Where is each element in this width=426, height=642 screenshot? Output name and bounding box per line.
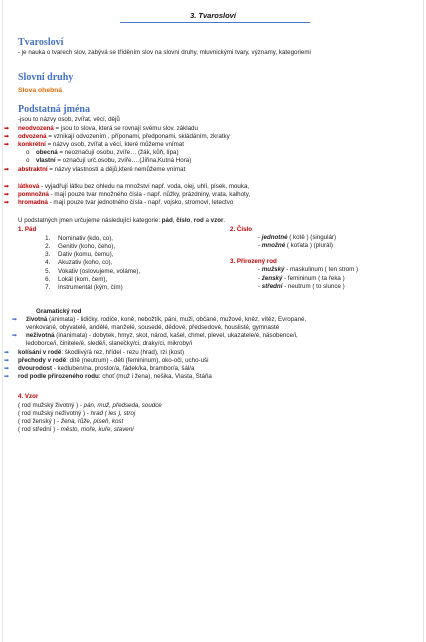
- arrow-right-icon: ➡: [4, 166, 10, 173]
- list-item: [230, 234, 410, 242]
- term-text: - neutrum ( to slunce ): [282, 282, 345, 290]
- separator: a: [203, 217, 211, 225]
- term: neodvozená: [18, 124, 54, 132]
- kategorie-intro-text: U podstatných jmen určujeme následující kategorie:: [18, 217, 162, 225]
- pad-column: [18, 226, 228, 293]
- term-text: : dítě (neutrum) - děti (femininum), oko-oči, ucho-uši: [66, 356, 209, 364]
- case-item: 5. Vokativ (oslovujeme, voláme),: [52, 268, 228, 276]
- case-item: 6. Lokál (kom, čem),: [52, 276, 228, 284]
- vzor-words: město, moře, kuře, stavení: [60, 426, 134, 434]
- vzor-heading: 4. Vzor: [18, 393, 39, 401]
- list-item: [4, 373, 413, 381]
- arrow-right-icon: ➡: [4, 357, 10, 364]
- subheading-slova-ohebna: Slova ohebná: [18, 87, 63, 95]
- term: jednotné: [261, 233, 288, 241]
- separator: .: [223, 217, 226, 225]
- vzor-line: [18, 402, 413, 410]
- vzor-line: [18, 410, 413, 418]
- arrow-right-icon: ➡: [12, 333, 18, 340]
- rod-heading: 3. Přirozený rod: [230, 258, 277, 266]
- vzor-rod: ( rod mužský životný ) -: [18, 401, 84, 409]
- term: abstraktní: [18, 165, 48, 173]
- kategorie-pad: pád: [161, 217, 173, 225]
- page-border-right: [423, 0, 424, 642]
- term: kolísání v rodě: [18, 348, 62, 356]
- term: střední: [261, 282, 283, 290]
- list-item: [18, 157, 413, 165]
- term: rod podle přirozeného rodu: [18, 373, 99, 381]
- circle-bullet-icon: o: [26, 149, 30, 157]
- case-item: 2. Genitiv (koho, čeho),: [52, 243, 228, 251]
- case-item: 7. Instrumentál (kým, čím): [52, 284, 228, 292]
- term-text: - vyjadřují látku bez ohledu na množství např. voda, olej, uhlí, písek, mouka,: [39, 182, 250, 190]
- term: konkrétní: [18, 141, 46, 149]
- term: pomnožná: [18, 191, 49, 199]
- arrow-right-icon: ➡: [4, 133, 10, 140]
- dash: -: [258, 282, 262, 290]
- case-item: 4. Akuzativ (koho, co),: [52, 259, 228, 267]
- term-text: - mají pouze tvar jednotného čísla - např. vojsko, stromoví, letectvo: [47, 199, 234, 207]
- list-item: [4, 356, 413, 365]
- term-text: = označují urč.osobu, zvíře….(Jiřina,Kutná Hora): [55, 157, 192, 165]
- arrow-right-icon: ➡: [4, 366, 10, 373]
- term: hromadná: [18, 199, 48, 207]
- list-item: [4, 191, 413, 199]
- term-text: = neoznačují osobu, zvíře… (žák, kůň, lípa): [57, 149, 179, 157]
- vzor-words: žena, růže, píseň, kost: [60, 418, 124, 426]
- list-item: [4, 141, 413, 149]
- content: [4, 37, 413, 434]
- term: dvourodost: [18, 365, 53, 373]
- arrow-right-icon: ➡: [4, 125, 10, 132]
- separator: ,: [172, 217, 177, 225]
- circle-bullet-icon: o: [26, 157, 30, 165]
- vzor-words: hrad ( les ), stroj: [90, 409, 136, 417]
- vzor-rod: ( rod ženský ) -: [18, 418, 61, 426]
- podstatna-intro: -jsou to názvy osob, zvířat, věcí, dějů: [18, 116, 120, 124]
- term: množné: [261, 242, 286, 250]
- heading-tvaroslovi: Tvarosloví: [18, 37, 64, 48]
- arrow-right-icon: ➡: [4, 374, 10, 381]
- list-item: [4, 132, 413, 141]
- page-border-left: [2, 0, 3, 642]
- kategorie-vzor: vzor: [210, 217, 224, 225]
- dash: -: [258, 266, 262, 274]
- heading-podstatna-jmena: Podstatná jména: [18, 104, 90, 116]
- kategorie-rod: rod: [193, 217, 204, 225]
- vzor-rod: ( rod střední ) -: [18, 426, 61, 434]
- case-list: [18, 234, 228, 292]
- dash: -: [258, 242, 262, 250]
- arrow-right-icon: ➡: [4, 183, 10, 190]
- dash: -: [258, 233, 262, 241]
- term: odvozená: [18, 132, 47, 140]
- term-text: (inanimata) - dobytek, hmyz, skot, národ, kašel, chmel, plevel, ukazatele/é, násobence/i,: [54, 332, 298, 340]
- list-item: [230, 266, 410, 274]
- term-text: : choť (muž i žena), nešika, Vlasta, Stáňa: [98, 373, 212, 381]
- cislo-heading: 2. Číslo: [230, 225, 253, 233]
- term-text: = názvy osob, zvířat a věcí, které můžeme vnímat: [45, 141, 184, 149]
- arrow-right-icon: ➡: [4, 200, 10, 207]
- case-item: 3. Dativ (komu, čemu),: [52, 251, 228, 259]
- vzor-line: [18, 418, 413, 426]
- heading-slovni-druhy: Slovní druhy: [18, 72, 74, 84]
- list-item: [4, 348, 413, 357]
- term-text: - femininum ( ta řeka ): [282, 274, 345, 282]
- kategorie-intro: [18, 217, 413, 225]
- list-item: [12, 332, 413, 340]
- term: vlastní: [36, 157, 56, 165]
- term: látková: [18, 182, 40, 190]
- arrow-right-icon: ➡: [4, 349, 10, 356]
- case-item: 1. Nominativ (kdo, co),: [52, 235, 228, 243]
- list-item: [230, 275, 410, 283]
- vzor-line: [18, 426, 413, 434]
- tvaroslovi-definition: - je nauka o tvarech slov, zabývá se tříděním slov na slovní druhy, mluvnickými tvary, významy, kategoriemi: [18, 49, 311, 56]
- term: neživotná: [26, 332, 55, 340]
- list-item: [230, 283, 410, 291]
- term-text: - kedluben/na, prostor/a, řádek/ka, brambor/a, šál/a: [52, 365, 195, 373]
- term-text: ( koťata ) (plurál): [285, 242, 333, 250]
- term-text: = jsou to slova, která se rovnají svému slov. základu: [53, 124, 198, 132]
- running-header: 3. Tvarosloví: [190, 11, 236, 20]
- gramaticky-heading: Gramatický rod: [36, 307, 82, 315]
- vzor-rod: ( rod mužský neživotný ) -: [18, 409, 91, 417]
- list-item: [4, 124, 413, 133]
- term-text: - mají pouze tvar množného čísla - např. nůžky, prázdniny, vrata, kalhoty,: [48, 191, 251, 199]
- term-text: - maskulinum ( ten strom ): [284, 266, 359, 274]
- list-item: [4, 165, 413, 174]
- term: ženský: [261, 274, 283, 282]
- term-text: = názvy vlastností a dějů,které nemůžeme vnímat: [47, 165, 186, 173]
- list-item: [12, 315, 413, 324]
- gramaticky-rod: [4, 307, 413, 382]
- separator: ,: [190, 217, 194, 225]
- term: životná: [26, 315, 48, 323]
- list-item: [4, 365, 413, 373]
- arrow-right-icon: ➡: [4, 192, 10, 199]
- list-item-continuation: venkované, obyvatelé, andělé, manželé, sousedé, dědové, předsedové, houslisté, gymnasté: [26, 324, 280, 332]
- kategorie-columns: [18, 225, 413, 292]
- list-item: [4, 182, 413, 191]
- list-item: [18, 149, 413, 157]
- cislo-rod-column: [230, 226, 410, 291]
- term-text: ( kotě ) (singulár): [287, 233, 337, 241]
- pad-heading: 1. Pád: [18, 225, 37, 233]
- term: obecná: [36, 149, 58, 157]
- term-text: : škodlivý/á rez, hřídel - rezu (hrad), rzi (kost): [61, 348, 185, 356]
- list-item-continuation: ledoborce/i, činitele/é, sledě/i, slanečky/ci, draky/ci, mikroby/i: [26, 340, 193, 348]
- term-text: (animata) - lidičky, rodiče, koně, nebožtík, páni, muži, občané, mužové, kněz, vítěz, Evropané,: [47, 315, 307, 323]
- kategorie-cislo: číslo: [176, 217, 191, 225]
- vzor-words: pán, muž, předseda, soudce: [83, 401, 162, 409]
- arrow-right-icon: ➡: [4, 142, 10, 149]
- term: mužský: [261, 266, 285, 274]
- list-item: [230, 242, 410, 250]
- term-text: = vznikají odvozením , příponami, předponami, skládáním, zkratky: [46, 132, 230, 140]
- term: přechody v rodě: [18, 356, 67, 364]
- header-rule: [120, 22, 310, 23]
- dash: -: [258, 274, 262, 282]
- list-item: [4, 199, 413, 207]
- arrow-right-icon: ➡: [12, 316, 18, 323]
